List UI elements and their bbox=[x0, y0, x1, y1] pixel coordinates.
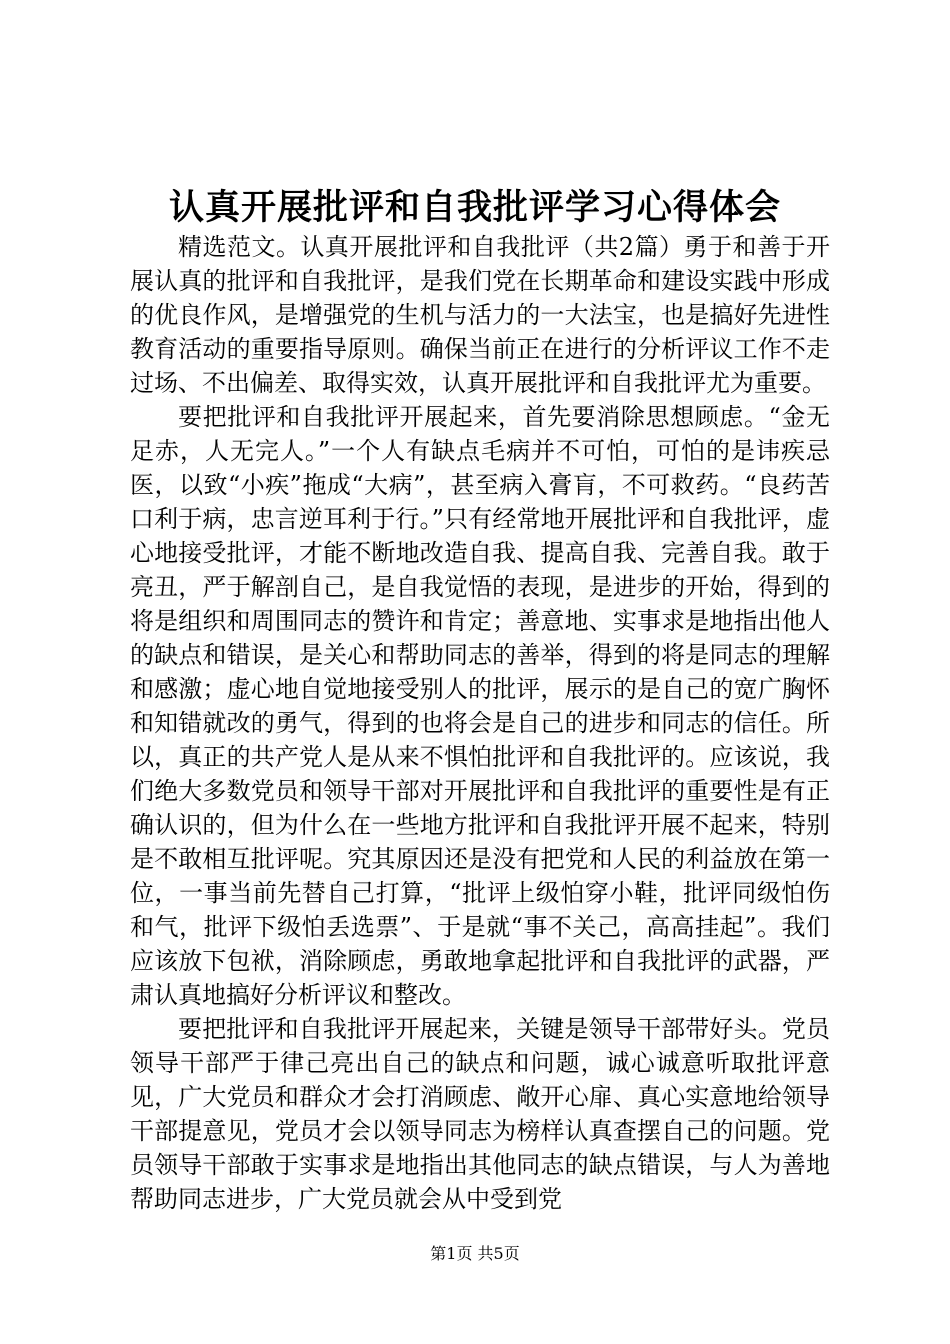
page-footer: 第1页 共5页 bbox=[430, 1244, 520, 1263]
document-body bbox=[130, 230, 830, 1216]
paragraph-2: 要把批评和自我批评开展起来，首先要消除思想顾虑。“金无足赤，人无完人。”一个人有缺点毛病并不可怕，可怕的是讳疾忌医，以致“小疾”拖成“大病”，甚至病入膏肓，不可救药。“良药苦口利于病，忠言逆耳利于行。”只有经常地开展批评和自我批评，虚心地接受批评，才能不断地改造自我、提高自我、完善自我。敢于亮丑，严于解剖自己，是自我觉悟的表现，是进步的开始，得到的将是组织和周围同志的赞许和肯定；善意地、实事求是地指出他人的缺点和错误，是关心和帮助同志的善举，得到的将是同志的理解和感激；虚心地自觉地接受别人的批评，展示的是自己的宽广胸怀和知错就改的勇气，得到的也将会是自己的进步和同志的信任。所以，真正的共产党人是从来不惧怕批评和自我批评的。应该说，我们绝大多数党员和领导干部对开展批评和自我批评的重要性是有正确认识的，但为什么在一些地方批评和自我批评开展不起来，特别是不敢相互批评呢。究其原因还是没有把党和人民的利益放在第一位，一事当前先替自己打算，“批评上级怕穿小鞋，批评同级怕伤和气，批评下级怕丢选票”、于是就“事不关己，高高挂起”。我们应该放下包袱，消除顾虑，勇敢地拿起批评和自我批评的武器，严肃认真地搞好分析评议和整改。 bbox=[130, 403, 830, 1009]
paragraph-3: 要把批评和自我批评开展起来，关键是领导干部带好头。党员领导干部严于律己亮出自己的缺点和问题，诚心诚意听取批评意见，广大党员和群众才会打消顾虑、敞开心扉、真心实意地给领导干部提意见，党员才会以领导同志为榜样认真查摆自己的问题。党员领导干部敢于实事求是地指出其他同志的缺点错误，与人为善地帮助同志进步，广大党员就会从中受到党 bbox=[130, 1015, 830, 1213]
paragraph-1: 精选范文。认真开展批评和自我批评（共2篇）勇于和善于开展认真的批评和自我批评，是我们党在长期革命和建设实践中形成的优良作风，是增强党的生机与活力的一大法宝，也是搞好先进性教育活动的重要指导原则。确保当前正在进行的分析评议工作不走过场、不出偏差、取得实效，认真开展批评和自我批评尤为重要。 bbox=[130, 233, 830, 397]
document-title: 认真开展批评和自我批评学习心得体会 bbox=[168, 187, 781, 228]
